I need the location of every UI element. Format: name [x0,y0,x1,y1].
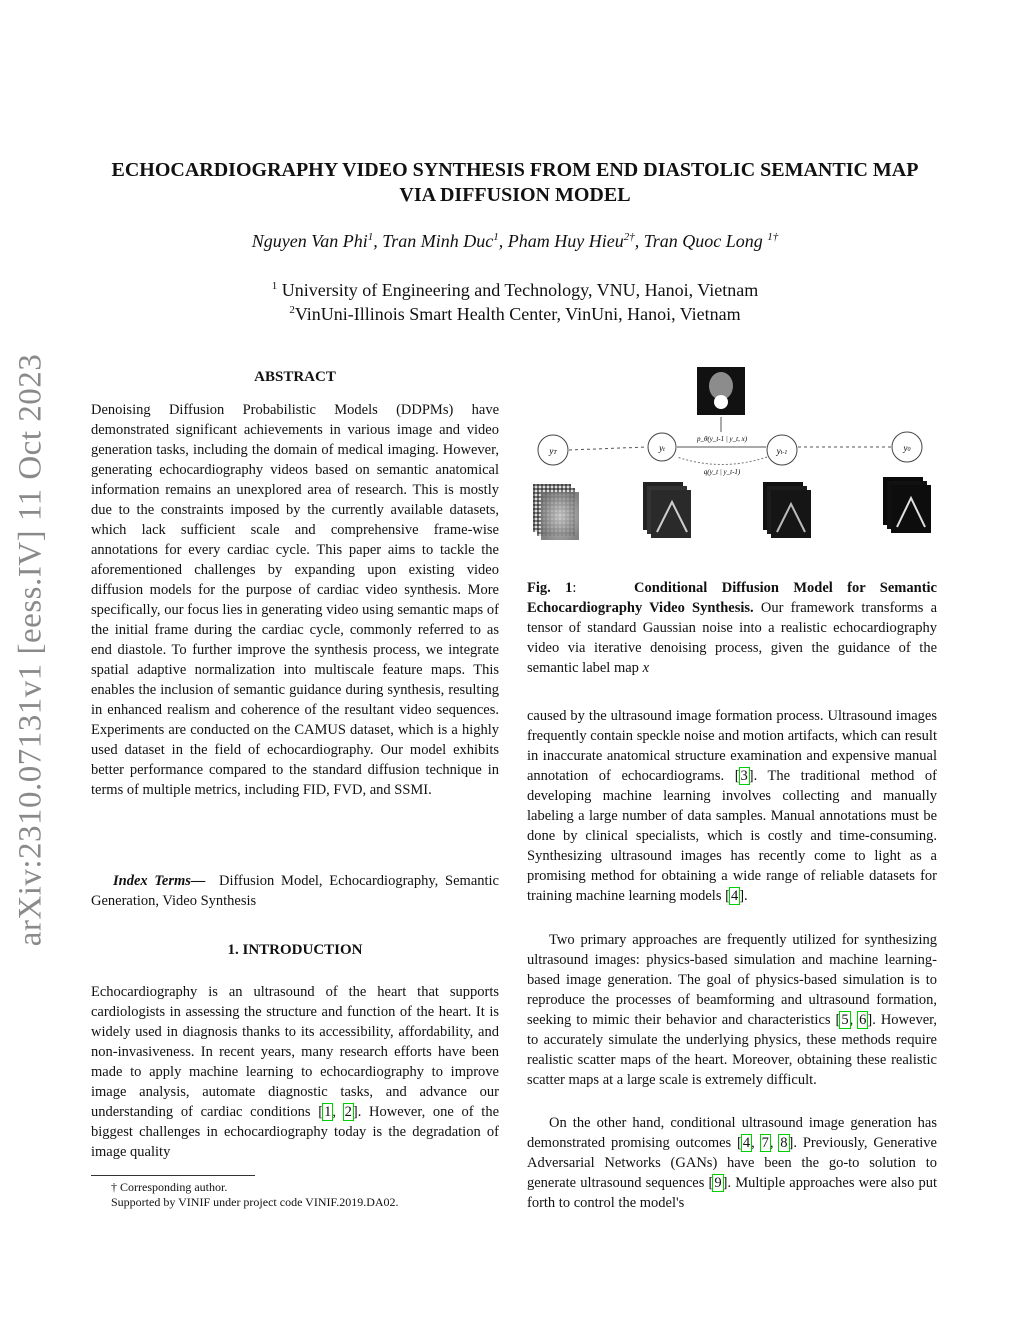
title-line-2: VIA DIFFUSION MODEL [399,184,631,206]
node-y0-label: y0 [903,443,911,453]
author-name: Pham Huy Hieu [507,231,624,251]
abstract-body: Denoising Diffusion Probabilistic Models (DDPMs) have demonstrated significant achievements in various image and video generation tasks, including the domain of medical imaging. However, generating echocardiography videos based on semantic anatomical information remains an unexplored area of research. This is mostly due to the constraints imposed by the currently available datasets, which lack sufficient scale and comprehensive frame-wise annotations for every cardiac cycle. This paper aims to tackle the aforementioned challenges by expanding upon existing video diffusion models for the purpose of cardiac video synthesis. More specifically, our focus lies in generating video using semantic maps of the initial frame during the cardiac cycle, commonly referred to as end diastole. To further improve the synthesis process, we integrate spatial adaptive normalization into multiscale feature maps. This enables the inclusion of semantic guidance during synthesis, resulting in enhanced realism and coherence of the resultant video sequences. Experiments are conducted on the CAMUS dataset, which is a highly used dataset in the field of echocardiography. Our model exhibits better performance compared to the standard diffusion technique in terms of multiple metrics, including FID, FVD, and SSMI. [91,402,499,798]
arrow-dashed [569,447,647,450]
affil-sup: 1 [271,280,278,292]
caption-text: Our framework transforms a tensor of standard Gaussian noise into a realistic echocardiography video via iterative denoising process, given the guidance of the semantic label map [527,600,938,676]
text-run: Echocardiography is an ultrasound of the heart that supports cardiologists in assessing the structure and function of the heart. It is widely used in diagnosis thanks to its accessibility, affordability, and non-invasiveness. In recent years, many research efforts have been made to apply machine learning to echocardiography to improve image analysis, automate diagnostic tasks, and advance our understanding of cardiac conditions [ [91,984,499,1120]
citation-link[interactable]: 9 [714,1175,722,1191]
right-paragraph-3: On the other hand, conditional ultrasound image generation has demonstrated promising outcomes [4, 7, 8]. Previously, Generative Adversarial Networks (GANs) have been the go-to solution to generate ultrasound sequences [9]. Multiple approaches were also put forth to control the model's [527,1115,937,1211]
citation-link[interactable]: 2 [344,1104,352,1120]
affiliations [90,278,940,326]
abstract-heading: ABSTRACT [254,369,336,385]
author-sup: 1 [367,231,374,243]
footnote-corresponding: † Corresponding author. [111,1180,228,1194]
title-line-1: ECHOCARDIOGRAPHY VIDEO SYNTHESIS FROM END DIASTOLIC SEMANTIC MAP [111,159,919,181]
right-paragraph-1 [527,706,937,906]
reverse-label: q(y_t | y_t-1) [703,468,741,476]
forward-label: p_θ(y_t-1 | y_t, x) [696,435,748,443]
figure-label: Fig. 1 [527,580,573,596]
author-sup: 1 [493,231,499,243]
node-yT-label: yT [549,446,557,456]
text-run: On the other hand, conditional ultrasound image generation has demonstrated promising outcomes [ [527,1115,937,1151]
author-name: Tran Quoc Long [643,231,763,251]
index-terms-text: Diffusion Model, Echocardiography, Semantic Generation, Video Synthesis [91,873,499,909]
figure-diffusion-diagram [527,362,947,562]
echo-frames-yt [643,482,691,538]
citation-link[interactable]: 3 [740,768,748,784]
noise-frames [533,484,579,540]
text-run: caused by the ultrasound image formation process. Ultrasound images frequently contain speckle noise and motion artifacts, which can result in inaccurate anatomical structure examination and expensive manual annotation of echocardiograms. [ [527,708,937,784]
affil-sup: 2 [289,304,295,316]
text-run: Two primary approaches are frequently utilized for synthesizing ultrasound images: physics-based simulation and machine learning-based image generation. The goal of physics-based simulation is to reproduce the processes of beamforming and ultrasound formation, seeking to mimic their behavior and characteristics [ [527,932,937,1028]
arxiv-sidebar-stamp [6,340,56,960]
affiliation-1 [90,278,940,302]
citation-link[interactable]: 5 [841,1012,849,1028]
figure-caption: Fig. 1: Conditional Diffusion Model for Semantic Echocardiography Video Synthesis. Our framework transforms a tensor of standard Gaussian noise into a realistic echocardiography video via iterative denoising process, given the guidance of the semantic label map x [527,580,938,676]
citation-link[interactable]: 6 [859,1012,867,1028]
arrow-reverse [677,457,767,465]
citation-link[interactable]: 8 [780,1135,788,1151]
index-terms-label: Index Terms— [113,873,206,889]
author-name: Nguyen Van Phi [251,231,368,251]
citation-link[interactable]: 7 [761,1135,769,1151]
right-paragraph-2: Two primary approaches are frequently utilized for synthesizing ultrasound images: physics-based simulation and machine learning-based image generation. The goal of physics-based simulation is to reproduce the processes of beamforming and ultrasound formation, seeking to mimic their behavior and characteristics [5, 6]. However, to accurately simulate the underlying physics, these methods require realistic scatter maps of the heart. Moreover, obtaining these realistic scatter maps at a large scale is extremely difficult. [527,932,938,1088]
citation-link[interactable]: 4 [742,1135,751,1151]
affiliation-2 [90,302,940,326]
section-heading-introduction: 1. INTRODUCTION [227,942,363,958]
citation-link[interactable]: 4 [730,888,739,904]
echo-frames-yt1 [763,482,811,538]
arxiv-id: arXiv:2310.07131v1 [eess.IV] 11 Oct 2023 [12,353,49,947]
text-run: ]. Previously, Generative Adversarial Networks (GANs) have been the go-to solution to generate ultrasound sequences [ [527,1135,937,1191]
index-terms [91,871,499,911]
text-run: ]. Multiple approaches were also put forth to control the model's [527,1175,937,1211]
caption-var: x [642,660,649,676]
node-yt1-label: yt-1 [776,446,788,456]
node-yt-label: yt [659,443,665,453]
author-list: Nguyen Van Phi$^1$, Tran Minh Duc$^1$, Pham Huy Hieu$^{2\dagger}$, Tran Quoc Long $^{1\dagger}$ [251,231,779,251]
text-run: ]. However, one of the biggest challenges in echocardiography today is the degradation of image quality [91,1104,500,1160]
author-name: Tran Minh Duc [382,231,494,251]
author-sup: 2† [623,231,635,243]
text-run: ]. However, to accurately simulate the underlying physics, these methods require realistic scatter maps of the heart. Moreover, obtaining these realistic scatter maps at a large scale is extremely difficult. [527,1012,938,1088]
text-run: ]. [739,888,748,904]
author-sup: 1† [767,231,779,243]
affil-text: University of Engineering and Technology, VNU, Hanoi, Vietnam [281,280,759,300]
semantic-map-image [697,367,745,415]
footnote-funding: Supported by VINIF under project code VINIF.2019.DA02. [111,1195,399,1209]
intro-paragraph: Echocardiography is an ultrasound of the heart that supports cardiologists in assessing the structure and function of the heart. It is widely used in diagnosis thanks to its accessibility, affordability, and non-invasiveness. In recent years, many research efforts have been made to apply machine learning to echocardiography to improve image analysis, automate diagnostic tasks, and advance our understanding of cardiac conditions [1, 2]. However, one of the biggest challenges in echocardiography today is the degradation of image quality [91,984,500,1160]
affil-text: VinUni-Illinois Smart Health Center, VinUni, Hanoi, Vietnam [294,304,741,324]
paper-title [90,158,940,208]
echo-frames-y0 [883,477,931,533]
footnote-rule [91,1175,255,1176]
citation-link[interactable]: 1 [324,1104,332,1120]
text-run: ]. The traditional method of developing machine learning involves collecting and manually labeling a large number of data samples. Manual annotations must be done by clinical specialists, which is costly and time-consuming. Synthesizing ultrasound images has recently come to light as a promising method for obtaining a wide range of reliable datasets for training machine learning models [ [527,768,938,904]
figure-title: Conditional Diffusion Model for Semantic Echocardiography Video Synthesis. [527,580,937,616]
